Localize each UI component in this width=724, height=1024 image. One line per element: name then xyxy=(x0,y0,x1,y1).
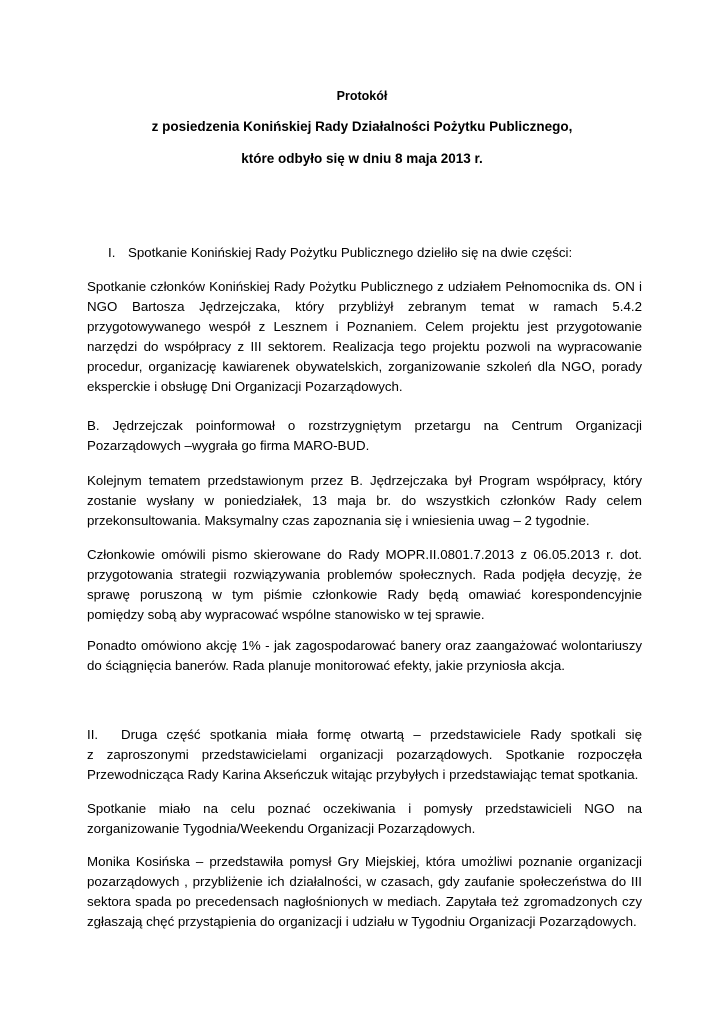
text-line: z zaproszonymi przedstawicielami organizacji pozarządowych. Spotkanie rozpoczęła xyxy=(87,747,642,762)
text-line: przygotowywanego wespół z Lesznem i Poznaniem. Celem projektu jest przygotowanie xyxy=(87,319,642,334)
section-1-heading: Spotkanie Konińskiej Rady Pożytku Publicznego dzieliło się na dwie części: xyxy=(128,245,573,260)
text-line: pomiędzy sobą aby wypracować wspólne stanowisko w tej sprawie. xyxy=(87,607,485,622)
text-line: narzędzi do współpracy z III sektorem. Realizacja tego projektu pozwoli na wypracowanie xyxy=(87,339,642,354)
document-date-line: które odbyło się w dniu 8 maja 2013 r. xyxy=(241,151,483,166)
text-line: procedur, organizację kawiarenek obywatelskich, zorganizowanie szkoleń dla NGO, porady xyxy=(87,359,642,374)
text-line: Kolejnym tematem przedstawionym przez B. Jędrzejczaka był Program współpracy, który xyxy=(87,473,642,488)
text-line: Ponadto omówiono akcję 1% - jak zagospodarować banery oraz zaangażować wolontariuszy xyxy=(87,638,642,653)
section-2-first-line: Druga część spotkania miała formę otwartą – przedstawiciele Rady spotkali się xyxy=(121,727,642,742)
section-1-paragraph-1 xyxy=(87,277,642,397)
section-1-paragraph-3 xyxy=(87,471,642,531)
section-2-paragraph-2 xyxy=(87,799,642,839)
text-line: przekonsultowania. Maksymalny czas zapoznania się i wniesienia uwag – 2 tygodnie. xyxy=(87,513,590,528)
text-line xyxy=(87,725,642,745)
section-1-paragraph-5 xyxy=(87,636,642,676)
section-2-paragraph-1 xyxy=(87,725,642,785)
section-2-paragraph-3 xyxy=(87,852,642,932)
text-line: sektora spada po precedensach nagłośnionych w mediach. Zapytała też zgromadzonych czy xyxy=(87,894,642,909)
text-line: zorganizowanie Tygodnia/Weekendu Organizacji Pozarządowych. xyxy=(87,821,476,836)
text-line: Spotkanie miało na celu poznać oczekiwania i pomysły przedstawicieli NGO na xyxy=(87,801,642,816)
text-line: eksperckie i obsługę Dni Organizacji Pozarządowych. xyxy=(87,379,403,394)
text-line: przygotowania strategii rozwiązywania problemów społecznych. Rada podjęła decyzję, że xyxy=(87,567,642,582)
section-1-number: I. xyxy=(108,245,116,260)
text-line: zostanie wysłany w poniedziałek, 13 maja br. do wszystkich członków Rady celem xyxy=(87,493,642,508)
text-line: Spotkanie członków Konińskiej Rady Pożytku Publicznego z udziałem Pełnomocnika ds. ON i xyxy=(87,279,642,294)
document-subtitle: z posiedzenia Konińskiej Rady Działalności Pożytku Publicznego, xyxy=(151,119,573,134)
text-line: NGO Bartosza Jędrzejczaka, który przybliżył zebranym temat w ramach 5.4.2 xyxy=(87,299,642,314)
text-line: do ściągnięcia banerów. Rada planuje monitorować efekty, jakie przyniosła akcja. xyxy=(87,658,565,673)
text-line: Członkowie omówili pismo skierowane do Rady MOPR.II.0801.7.2013 z 06.05.2013 r. dot. xyxy=(87,547,642,562)
section-2-number: II. xyxy=(87,727,99,742)
document-title: Protokół xyxy=(336,89,388,103)
text-line: sprawę poruszoną w tym piśmie członkowie Rady będą omawiać korespondencyjnie xyxy=(87,587,642,602)
section-1-paragraph-4 xyxy=(87,545,642,625)
text-line: Przewodnicząca Rady Karina Akseńczuk witając przybyłych i przedstawiając temat spotkania. xyxy=(87,767,639,782)
text-line: pozarządowych , przybliżenie ich działalności, w czasach, gdy zaufanie społeczeństwa do III xyxy=(87,874,642,889)
text-line: Monika Kosińska – przedstawiła pomysł Gry Miejskiej, która umożliwi poznanie organizacji xyxy=(87,854,642,869)
text-line: zgłaszają chęć przystąpienia do organizacji i udziału w Tygodniu Organizacji Pozarządowych. xyxy=(87,914,637,929)
text-line: B. Jędrzejczak poinformował o rozstrzygniętym przetargu na Centrum Organizacji xyxy=(87,418,642,433)
section-1-paragraph-2 xyxy=(87,416,642,456)
text-line: Pozarządowych –wygrała go firma MARO-BUD. xyxy=(87,438,370,453)
